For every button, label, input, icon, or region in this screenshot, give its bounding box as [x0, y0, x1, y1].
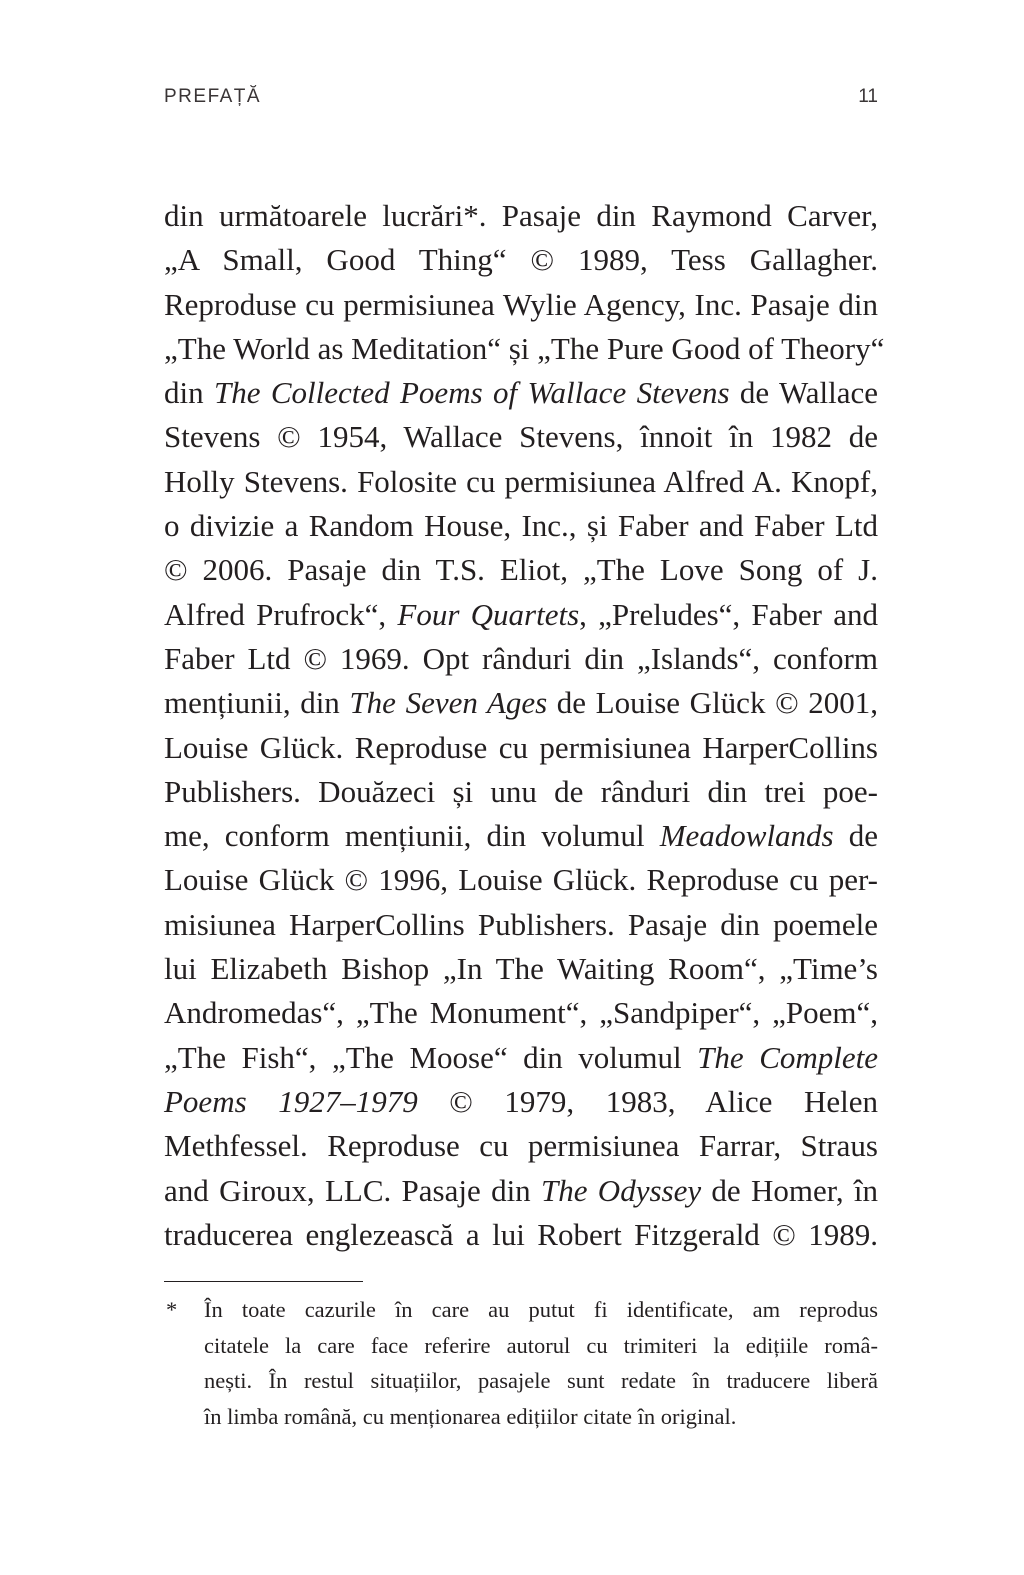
text-line: Methfessel. Reproduse cu permisiunea Farrar, Straus [164, 1128, 878, 1164]
text-line: Louise Glück © 1996, Louise Glück. Reproduse cu per- [164, 862, 878, 898]
text-line: „The Fish“, „The Moose“ din volumul The Complete [164, 1039, 879, 1075]
text-line: misiunea HarperCollins Publishers. Pasaje din poemele [164, 906, 878, 942]
text-line: o divizie a Random House, Inc., și Faber and Faber Ltd [164, 508, 878, 544]
page-number: 11 [858, 86, 878, 107]
text-line: Louise Glück. Reproduse cu permisiunea HarperCollins [164, 729, 878, 765]
text-line: Alfred Prufrock“, Four Quartets, „Preludes“, Faber and [164, 596, 879, 632]
italic-title: The Complete [697, 1039, 879, 1075]
italic-title: Poems 1927–1979 [164, 1083, 418, 1119]
footnote-line: nești. În restul situațiilor, pasajele sunt redate în traducere liberă [204, 1368, 878, 1393]
text-line: and Giroux, LLC. Pasaje din The Odyssey de Homer, în [164, 1172, 878, 1208]
footnote-line: în limba română, cu menționarea edițiilor citate în original. [204, 1403, 737, 1429]
text-line: „A Small, Good Thing“ © 1989, Tess Gallagher. [164, 242, 878, 278]
text-line: Stevens © 1954, Wallace Stevens, înnoit în 1982 de [164, 419, 878, 455]
text-line: din următoarele lucrări*. Pasaje din Raymond Carver, [164, 198, 878, 233]
italic-title: The Odyssey [541, 1172, 702, 1208]
footnote-line: citatele la care face referire autorul cu trimiteri la edițiile româ- [204, 1332, 878, 1358]
text-line: Poems 1927–1979 © 1979, 1983, Alice Helen [164, 1083, 878, 1119]
text-line: Faber Ltd © 1969. Opt rânduri din „Islands“, conform [164, 640, 878, 676]
body-text [164, 194, 885, 1257]
text-line: me, conform mențiunii, din volumul Meadowlands de [164, 818, 878, 854]
footnote-body [204, 1292, 878, 1434]
text-line: mențiunii, din The Seven Ages de Louise Glück © 2001, [164, 685, 878, 721]
running-header [164, 86, 878, 114]
text-line: din The Collected Poems of Wallace Stevens de Wallace [164, 375, 878, 411]
running-title: PREFAȚĂ [164, 86, 262, 107]
italic-title: Meadowlands [659, 818, 834, 854]
italic-title: The Seven Ages [349, 685, 548, 721]
footnote-separator [164, 1281, 363, 1282]
footnote-marker: * [166, 1297, 178, 1322]
text-line: Holly Stevens. Folosite cu permisiunea Alfred A. Knopf, [164, 463, 878, 499]
italic-title: The Collected Poems of Wallace Stevens [213, 375, 730, 411]
footnote-line: În toate cazurile în care au putut fi identificate, am reprodus [204, 1297, 878, 1322]
text-line: „The World as Meditation“ și „The Pure Good of Theory“ [164, 330, 885, 366]
text-line: Publishers. Douăzeci și unu de rânduri din trei poe- [164, 773, 878, 809]
text-line: Andromedas“, „The Monument“, „Sandpiper“, „Poem“, [164, 995, 878, 1031]
text-line: lui Elizabeth Bishop „In The Waiting Room“, „Time’s [164, 951, 878, 987]
text-line: © 2006. Pasaje din T.S. Eliot, „The Love Song of J. [164, 552, 878, 588]
italic-title: Four Quartets [397, 596, 580, 632]
text-line: Reproduse cu permisiunea Wylie Agency, Inc. Pasaje din [164, 286, 878, 322]
text-line: traducerea englezească a lui Robert Fitzgerald © 1989. [164, 1216, 878, 1252]
